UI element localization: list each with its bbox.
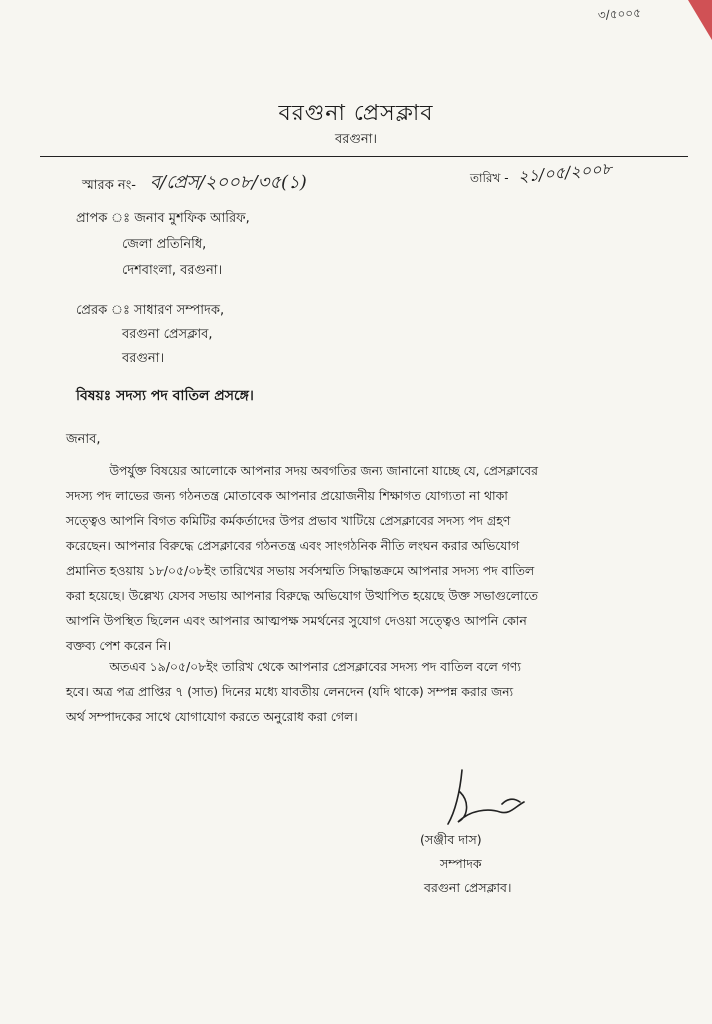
sender-line-3: বরগুনা। [122,351,165,366]
paragraph-line: উপর্যুক্ত বিষয়ের আলোকে আপনার সদয় অবগতির জন্য জানানো যাচ্ছে যে, প্রেসক্লাবের [66,463,538,478]
letterhead-title: বরগুনা প্রেসক্লাব [278,101,434,126]
memo-number-label: স্মারক নং- [82,178,136,193]
signatory-name: (সঞ্জীব দাস) [420,832,482,847]
date-value: ২১/০৫/২০০৮ [517,158,613,187]
memo-number-value: ব/প্রেস/২০০৮/৩৫(১) [150,172,307,193]
sender-line-1: প্রেরক ঃ সাধারণ সম্পাদক, [76,303,225,318]
body-paragraph-2 [66,654,646,729]
paragraph-line: সদস্য পদ লাভের জন্য গঠনতন্ত্র মোতাবেক আপনার প্রয়োজনীয় শিক্ষাগত যোগ্যতা না থাকা [66,488,508,503]
paragraph-line: অতএব ১৯/০৫/০৮ইং তারিখ থেকে আপনার প্রেসক্লাবের সদস্য পদ বাতিল বলে গণ্য [66,659,521,674]
salutation: জনাব, [66,432,101,447]
paragraph-line: হবে। অত্র পত্র প্রাপ্তির ৭ (সাত) দিনের মধ্যে যাবতীয় লেনদেন (যদি থাকে) সম্পন্ন করার জন্য [66,684,514,699]
body-paragraph-1 [66,458,646,658]
corner-stain [672,0,712,40]
letterhead-subtitle: বরগুনা। [334,132,378,147]
corner-note: ৩/৫০০৫ [597,5,642,23]
recipient-line-3: দেশবাংলা, বরগুনা। [122,263,223,278]
signatory-designation: সম্পাদক [440,856,482,871]
recipient-line-1: প্রাপক ঃ জনাব মুশফিক আরিফ, [76,211,250,226]
subject-line: বিষয়ঃ সদস্য পদ বাতিল প্রসঙ্গে। [76,388,254,404]
paragraph-line: প্রমানিত হওয়ায় ১৮/০৫/০৮ইং তারিখের সভায় সর্বসম্মতি সিদ্ধান্তক্রমে আপনার সদস্য পদ বাতিল [66,563,535,578]
paragraph-line: সত্ত্বেও আপনি বিগত কমিটির কর্মকর্তাদের উপর প্রভাব খাটিয়ে প্রেসক্লাবের সদস্য পদ গ্রহণ [66,513,511,528]
paragraph-line: করা হয়েছে। উল্লেখ্য যেসব সভায় আপনার বিরুদ্ধে অভিযোগ উত্থাপিত হয়েছে উক্ত সভাগুলোতে [66,588,538,603]
signature-scribble [440,762,540,832]
date-label: তারিখ - [470,171,509,185]
recipient-line-2: জেলা প্রতিনিধি, [122,237,207,252]
paragraph-line: বক্তব্য পেশ করেন নি। [66,638,172,653]
paragraph-line: আপনি উপস্থিত ছিলেন এবং আপনার আত্মপক্ষ সমর্থনের সুযোগ দেওয়া সত্ত্বেও আপনি কোন [66,613,527,628]
signatory-organization: বরগুনা প্রেসক্লাব। [424,880,512,895]
paragraph-line: করেছেন। আপনার বিরুদ্ধে প্রেসক্লাবের গঠনতন্ত্র এবং সাংগঠনিক নীতি লংঘন করার অভিযোগ [66,538,520,553]
paragraph-line: অর্থ সম্পাদকের সাথে যোগাযোগ করতে অনুরোধ করা গেল। [66,709,358,724]
sender-line-2: বরগুনা প্রেসক্লাব, [122,327,213,342]
